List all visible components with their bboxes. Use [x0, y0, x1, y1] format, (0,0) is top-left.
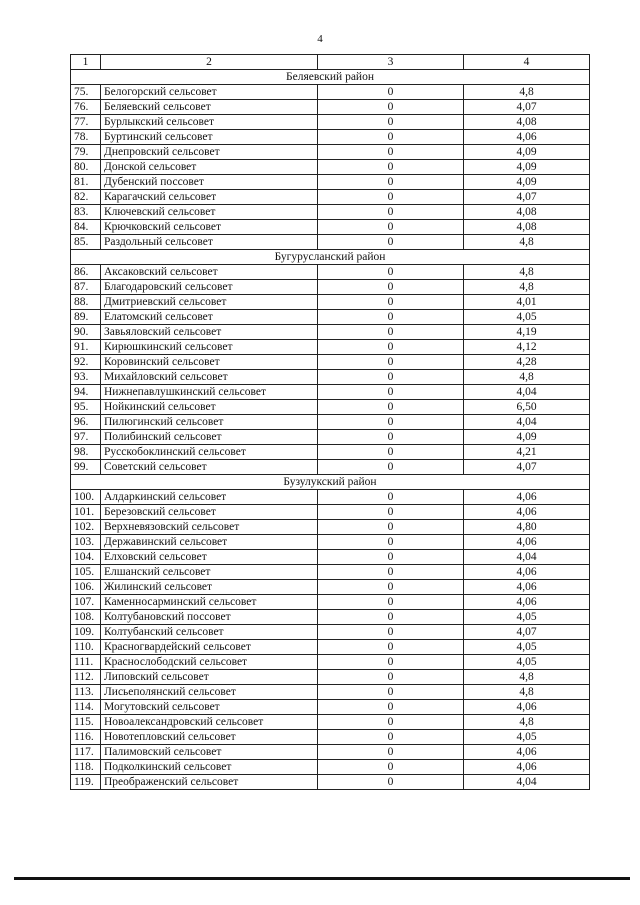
settlement-name: Елховский сельсовет [101, 550, 318, 565]
settlement-name: Благодаровский сельсовет [101, 280, 318, 295]
column-4-value: 6,50 [464, 400, 590, 415]
table-row [71, 205, 590, 220]
column-4-value: 4,21 [464, 445, 590, 460]
settlement-name: Елшанский сельсовет [101, 565, 318, 580]
settlement-name: Пилюгинский сельсовет [101, 415, 318, 430]
column-3-value: 0 [318, 625, 464, 640]
table-row [71, 430, 590, 445]
row-number: 91. [71, 340, 101, 355]
column-3-value: 0 [318, 235, 464, 250]
row-number: 98. [71, 445, 101, 460]
table-row [71, 595, 590, 610]
table-row [71, 130, 590, 145]
column-4-value: 4,06 [464, 760, 590, 775]
table-row [71, 190, 590, 205]
column-3-value: 0 [318, 280, 464, 295]
table-row [71, 385, 590, 400]
settlement-name: Беляевский сельсовет [101, 100, 318, 115]
column-3-value: 0 [318, 265, 464, 280]
column-4-value: 4,06 [464, 595, 590, 610]
row-number: 101. [71, 505, 101, 520]
row-number: 90. [71, 325, 101, 340]
table-row [71, 640, 590, 655]
column-3-value: 0 [318, 610, 464, 625]
settlement-name: Дубенский поссовет [101, 175, 318, 190]
settlement-name: Могутовский сельсовет [101, 700, 318, 715]
column-4-value: 4,09 [464, 145, 590, 160]
row-number: 86. [71, 265, 101, 280]
settlement-name: Новоалександровский сельсовет [101, 715, 318, 730]
settlement-name: Колтубанский сельсовет [101, 625, 318, 640]
column-4-value: 4,06 [464, 490, 590, 505]
row-number: 93. [71, 370, 101, 385]
column-3-value: 0 [318, 565, 464, 580]
column-4-value: 4,06 [464, 535, 590, 550]
column-3-value: 0 [318, 670, 464, 685]
column-3-value: 0 [318, 145, 464, 160]
table-row [71, 370, 590, 385]
settlement-name: Новотепловский сельсовет [101, 730, 318, 745]
row-number: 81. [71, 175, 101, 190]
settlement-name: Карагачский сельсовет [101, 190, 318, 205]
column-4-value: 4,80 [464, 520, 590, 535]
row-number: 109. [71, 625, 101, 640]
column-3-value: 0 [318, 85, 464, 100]
column-3-value: 0 [318, 220, 464, 235]
column-4-value: 4,06 [464, 565, 590, 580]
column-3-value: 0 [318, 535, 464, 550]
column-3-value: 0 [318, 355, 464, 370]
column-4-value: 4,05 [464, 730, 590, 745]
table-row [71, 655, 590, 670]
settlement-name: Красногвардейский сельсовет [101, 640, 318, 655]
table-row [71, 775, 590, 790]
settlement-name: Алдаркинский сельсовет [101, 490, 318, 505]
column-3-value: 0 [318, 385, 464, 400]
row-number: 75. [71, 85, 101, 100]
column-4-value: 4,8 [464, 235, 590, 250]
table-row [71, 760, 590, 775]
row-number: 99. [71, 460, 101, 475]
table-row [71, 745, 590, 760]
column-4-value: 4,08 [464, 220, 590, 235]
row-number: 79. [71, 145, 101, 160]
row-number: 82. [71, 190, 101, 205]
row-number: 77. [71, 115, 101, 130]
table-row [71, 160, 590, 175]
row-number: 100. [71, 490, 101, 505]
table-row [71, 610, 590, 625]
column-4-value: 4,8 [464, 715, 590, 730]
district-name: Бузулукский район [71, 475, 590, 490]
column-4-value: 4,08 [464, 205, 590, 220]
column-4-value: 4,04 [464, 385, 590, 400]
column-4-value: 4,8 [464, 685, 590, 700]
column-4-value: 4,07 [464, 625, 590, 640]
row-number: 76. [71, 100, 101, 115]
row-number: 80. [71, 160, 101, 175]
column-4-value: 4,08 [464, 115, 590, 130]
settlement-name: Каменносарминский сельсовет [101, 595, 318, 610]
table-body [71, 55, 590, 790]
column-header-row [71, 55, 590, 70]
settlement-name: Краснослободский сельсовет [101, 655, 318, 670]
table-row [71, 85, 590, 100]
settlement-name: Раздольный сельсовет [101, 235, 318, 250]
row-number: 95. [71, 400, 101, 415]
column-4-value: 4,05 [464, 655, 590, 670]
settlement-name: Советский сельсовет [101, 460, 318, 475]
district-name: Беляевский район [71, 70, 590, 85]
settlement-name: Нижнепавлушкинский сельсовет [101, 385, 318, 400]
table-row [71, 310, 590, 325]
column-4-value: 4,05 [464, 610, 590, 625]
column-3-value: 0 [318, 745, 464, 760]
page-number: 4 [317, 33, 323, 45]
column-4-value: 4,06 [464, 580, 590, 595]
settlement-name: Полибинский сельсовет [101, 430, 318, 445]
column-4-value: 4,19 [464, 325, 590, 340]
settlement-name: Днепровский сельсовет [101, 145, 318, 160]
column-4-value: 4,04 [464, 550, 590, 565]
settlement-name: Кирюшкинский сельсовет [101, 340, 318, 355]
table-row [71, 685, 590, 700]
column-3-value: 0 [318, 175, 464, 190]
row-number: 116. [71, 730, 101, 745]
column-4-value: 4,8 [464, 370, 590, 385]
table-row [71, 625, 590, 640]
column-3-value: 0 [318, 370, 464, 385]
table-row [71, 400, 590, 415]
row-number: 117. [71, 745, 101, 760]
row-number: 118. [71, 760, 101, 775]
table-row [71, 100, 590, 115]
settlements-table [70, 54, 590, 790]
row-number: 89. [71, 310, 101, 325]
district-header-row [71, 475, 590, 490]
row-number: 97. [71, 430, 101, 445]
row-number: 103. [71, 535, 101, 550]
table-row [71, 700, 590, 715]
table-row [71, 340, 590, 355]
table-row [71, 415, 590, 430]
column-header-4: 4 [464, 55, 590, 70]
row-number: 119. [71, 775, 101, 790]
column-3-value: 0 [318, 655, 464, 670]
column-3-value: 0 [318, 160, 464, 175]
table-row [71, 580, 590, 595]
table-row [71, 115, 590, 130]
column-3-value: 0 [318, 430, 464, 445]
settlement-name: Коровинский сельсовет [101, 355, 318, 370]
column-4-value: 4,8 [464, 670, 590, 685]
row-number: 112. [71, 670, 101, 685]
column-3-value: 0 [318, 340, 464, 355]
column-4-value: 4,8 [464, 85, 590, 100]
column-4-value: 4,07 [464, 460, 590, 475]
table-row [71, 145, 590, 160]
row-number: 105. [71, 565, 101, 580]
row-number: 84. [71, 220, 101, 235]
column-3-value: 0 [318, 100, 464, 115]
column-4-value: 4,09 [464, 430, 590, 445]
table-row [71, 295, 590, 310]
table-row [71, 265, 590, 280]
column-3-value: 0 [318, 685, 464, 700]
table-row [71, 325, 590, 340]
table-row [71, 220, 590, 235]
settlement-name: Палимовский сельсовет [101, 745, 318, 760]
column-3-value: 0 [318, 190, 464, 205]
table-row [71, 175, 590, 190]
column-3-value: 0 [318, 205, 464, 220]
column-4-value: 4,06 [464, 505, 590, 520]
district-header-row [71, 70, 590, 85]
row-number: 110. [71, 640, 101, 655]
settlement-name: Колтубановский поссовет [101, 610, 318, 625]
table-row [71, 670, 590, 685]
column-header-2: 2 [101, 55, 318, 70]
row-number: 92. [71, 355, 101, 370]
row-number: 115. [71, 715, 101, 730]
settlement-name: Михайловский сельсовет [101, 370, 318, 385]
column-4-value: 4,8 [464, 280, 590, 295]
table-row [71, 715, 590, 730]
column-4-value: 4,09 [464, 160, 590, 175]
row-number: 107. [71, 595, 101, 610]
settlement-name: Верхневязовский сельсовет [101, 520, 318, 535]
settlement-name: Аксаковский сельсовет [101, 265, 318, 280]
table-row [71, 565, 590, 580]
column-3-value: 0 [318, 445, 464, 460]
column-3-value: 0 [318, 730, 464, 745]
settlement-name: Крючковский сельсовет [101, 220, 318, 235]
table-row [71, 535, 590, 550]
column-3-value: 0 [318, 490, 464, 505]
column-3-value: 0 [318, 700, 464, 715]
settlement-name: Ключевский сельсовет [101, 205, 318, 220]
settlement-name: Завьяловский сельсовет [101, 325, 318, 340]
column-4-value: 4,04 [464, 775, 590, 790]
row-number: 85. [71, 235, 101, 250]
column-header-1: 1 [71, 55, 101, 70]
column-4-value: 4,09 [464, 175, 590, 190]
row-number: 102. [71, 520, 101, 535]
settlement-name: Белогорский сельсовет [101, 85, 318, 100]
settlement-name: Преображенский сельсовет [101, 775, 318, 790]
column-3-value: 0 [318, 310, 464, 325]
column-3-value: 0 [318, 325, 464, 340]
table-row [71, 235, 590, 250]
table-row [71, 520, 590, 535]
row-number: 114. [71, 700, 101, 715]
column-4-value: 4,07 [464, 100, 590, 115]
column-3-value: 0 [318, 415, 464, 430]
row-number: 111. [71, 655, 101, 670]
table-row [71, 460, 590, 475]
settlement-name: Бурлыкский сельсовет [101, 115, 318, 130]
column-4-value: 4,8 [464, 265, 590, 280]
table-row [71, 730, 590, 745]
row-number: 104. [71, 550, 101, 565]
column-4-value: 4,28 [464, 355, 590, 370]
column-3-value: 0 [318, 400, 464, 415]
row-number: 83. [71, 205, 101, 220]
row-number: 96. [71, 415, 101, 430]
table-row [71, 445, 590, 460]
column-3-value: 0 [318, 505, 464, 520]
column-3-value: 0 [318, 640, 464, 655]
settlement-name: Липовский сельсовет [101, 670, 318, 685]
column-3-value: 0 [318, 115, 464, 130]
settlement-name: Березовский сельсовет [101, 505, 318, 520]
column-4-value: 4,01 [464, 295, 590, 310]
settlement-name: Дмитриевский сельсовет [101, 295, 318, 310]
column-4-value: 4,06 [464, 700, 590, 715]
column-header-3: 3 [318, 55, 464, 70]
column-4-value: 4,04 [464, 415, 590, 430]
row-number: 88. [71, 295, 101, 310]
district-header-row [71, 250, 590, 265]
row-number: 87. [71, 280, 101, 295]
column-3-value: 0 [318, 295, 464, 310]
district-name: Бугурусланский район [71, 250, 590, 265]
row-number: 106. [71, 580, 101, 595]
row-number: 78. [71, 130, 101, 145]
settlement-name: Жилинский сельсовет [101, 580, 318, 595]
settlement-name: Донской сельсовет [101, 160, 318, 175]
table-row [71, 505, 590, 520]
row-number: 113. [71, 685, 101, 700]
table-row [71, 280, 590, 295]
column-3-value: 0 [318, 760, 464, 775]
column-3-value: 0 [318, 460, 464, 475]
column-4-value: 4,06 [464, 130, 590, 145]
bottom-rule [14, 877, 630, 880]
column-4-value: 4,07 [464, 190, 590, 205]
settlement-name: Подколкинский сельсовет [101, 760, 318, 775]
table-row [71, 550, 590, 565]
column-3-value: 0 [318, 130, 464, 145]
column-3-value: 0 [318, 595, 464, 610]
settlement-name: Буртинский сельсовет [101, 130, 318, 145]
settlement-name: Державинский сельсовет [101, 535, 318, 550]
column-4-value: 4,05 [464, 310, 590, 325]
column-4-value: 4,12 [464, 340, 590, 355]
column-4-value: 4,05 [464, 640, 590, 655]
row-number: 108. [71, 610, 101, 625]
column-3-value: 0 [318, 550, 464, 565]
settlement-name: Нойкинский сельсовет [101, 400, 318, 415]
column-3-value: 0 [318, 775, 464, 790]
settlement-name: Елатомский сельсовет [101, 310, 318, 325]
table-row [71, 490, 590, 505]
settlement-name: Русскобоклинский сельсовет [101, 445, 318, 460]
column-3-value: 0 [318, 580, 464, 595]
column-3-value: 0 [318, 520, 464, 535]
column-4-value: 4,06 [464, 745, 590, 760]
column-3-value: 0 [318, 715, 464, 730]
row-number: 94. [71, 385, 101, 400]
settlement-name: Лисьеполянский сельсовет [101, 685, 318, 700]
table-row [71, 355, 590, 370]
